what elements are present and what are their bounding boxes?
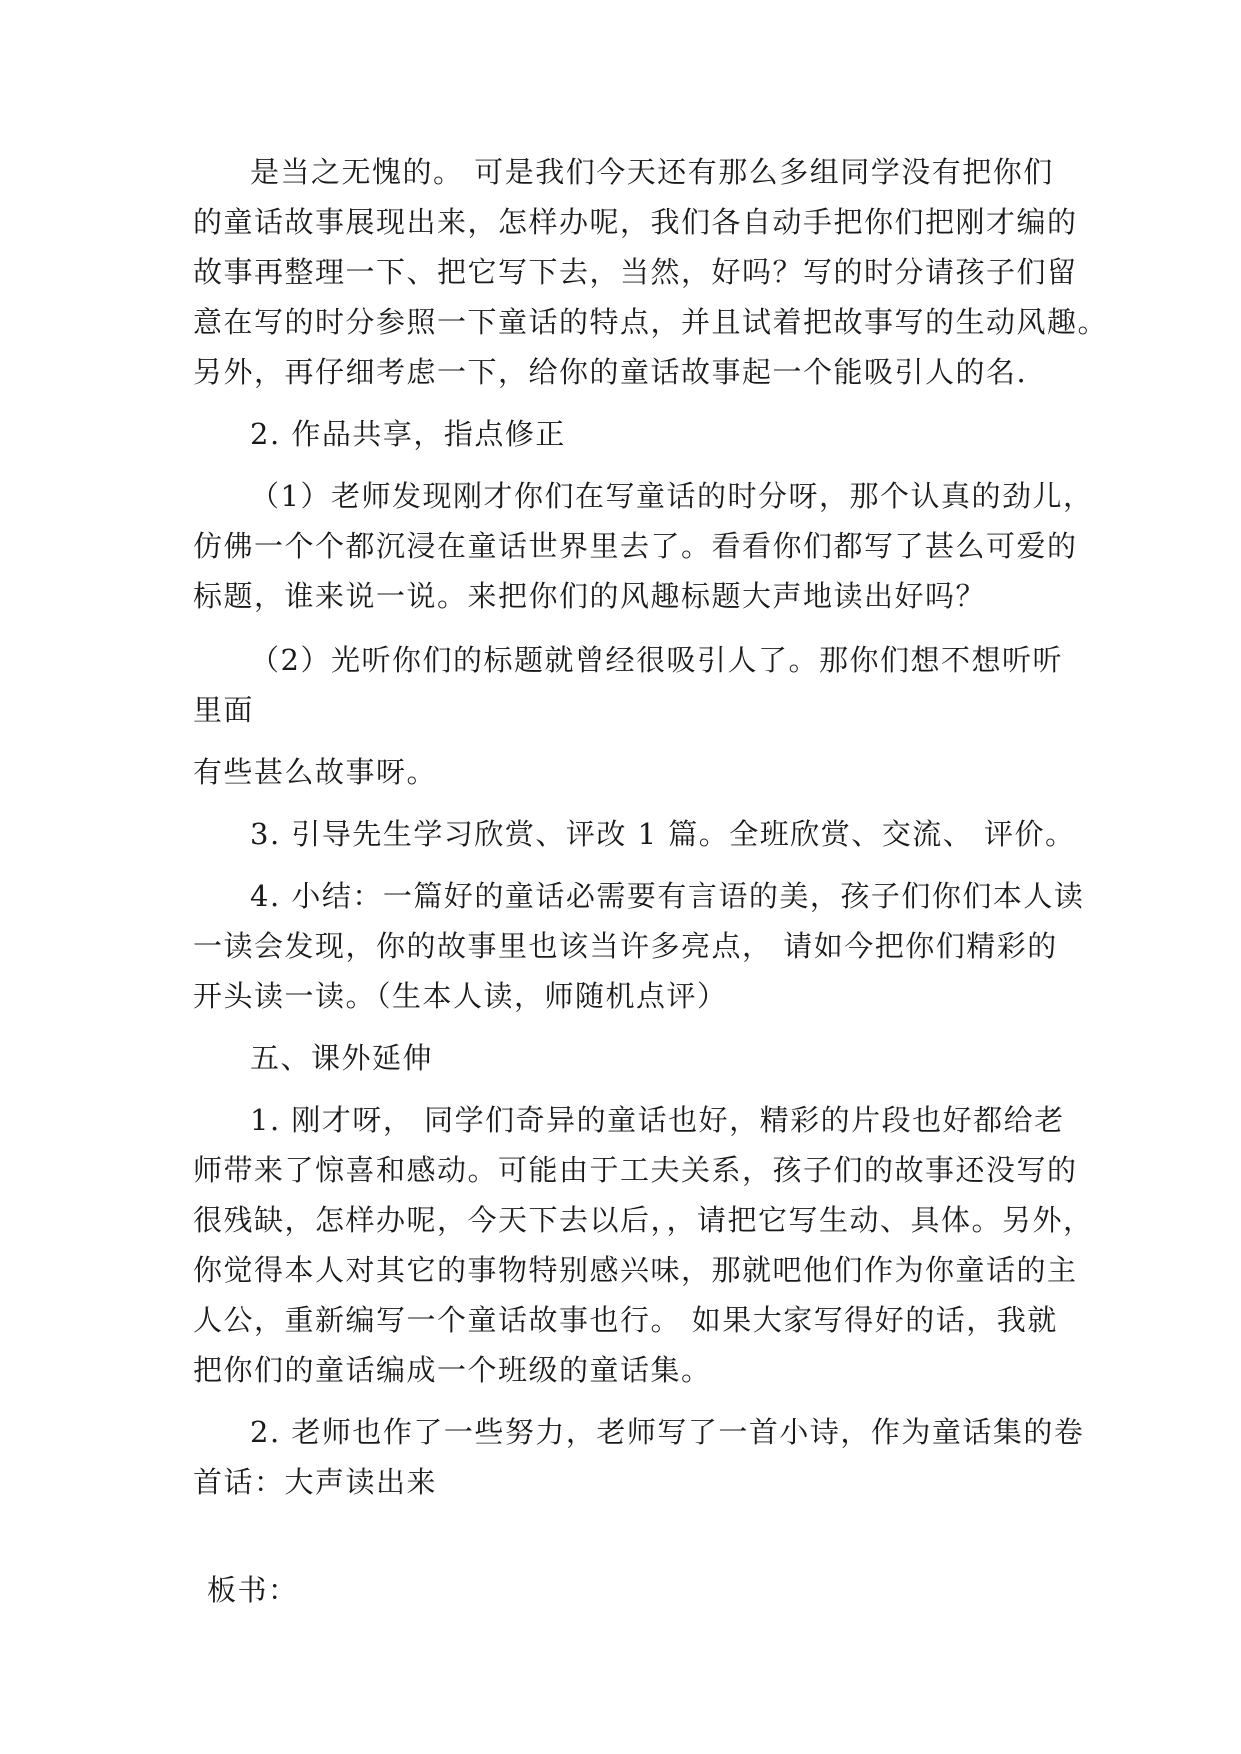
text-line: 4. 小结：一篇好的童话必需要有言语的美，孩子们你们本人读	[250, 879, 1085, 913]
text-line: 仿佛一个个都沉浸在童话世界里去了。看看你们都写了甚么可爱的	[193, 529, 1078, 563]
text-line: 有些甚么故事呀。	[193, 755, 438, 789]
text-line: 首话：大声读出来	[193, 1465, 438, 1499]
text-line: 意在写的时分参照一下童话的特点，并且试着把故事写的生动风趣。	[193, 305, 1109, 339]
text-line: （1）老师发现刚才你们在写童话的时分呀，那个认真的劲儿，	[250, 479, 1094, 513]
text-line: 的童话故事展现出来，怎样办呢，我们各自动手把你们把刚才编的	[193, 205, 1078, 239]
text-line: 人公，重新编写一个童话故事也行。 如果大家写得好的话，我就	[193, 1303, 1058, 1337]
text-line: 很残缺，怎样办呢，今天下去以后，，请把它写生动、具体。另外，	[193, 1203, 1094, 1237]
text-line: 3. 引导先生学习欣赏、评改 1 篇。全班欣赏、交流、 评价。	[250, 817, 1076, 851]
text-line: 你觉得本人对其它的事物特别感兴味，那就吧他们作为你童话的主	[193, 1253, 1078, 1287]
text-line: 故事再整理一下、把它写下去，当然，好吗？写的时分请孩子们留	[193, 255, 1078, 289]
text-line: 1. 刚才呀， 同学们奇异的童话也好，精彩的片段也好都给老	[250, 1103, 1065, 1137]
text-line: 板书：	[207, 1573, 299, 1607]
text-line: 师带来了惊喜和感动。可能由于工夫关系，孩子们的故事还没写的	[193, 1153, 1078, 1187]
text-line: 2. 老师也作了一些努力，老师写了一首小诗，作为童话集的卷	[250, 1415, 1085, 1449]
text-line: 2. 作品共享，指点修正	[250, 417, 566, 451]
text-line: 五、课外延伸	[250, 1041, 434, 1075]
text-line: 是当之无愧的。 可是我们今天还有那么多组同学没有把你们	[250, 155, 1054, 189]
text-line: 开头读一读。（生本人读，师随机点评）	[193, 979, 728, 1013]
text-line: 一读会发现，你的故事里也该当许多亮点， 请如今把你们精彩的	[193, 929, 1058, 963]
text-line: 把你们的童话编成一个班级的童话集。	[193, 1353, 712, 1387]
text-line: 里面	[193, 693, 255, 727]
text-line: （2）光听你们的标题就曾经很吸引人了。那你们想不想听听	[250, 643, 1063, 677]
text-line: 另外，再仔细考虑一下，给你的童话故事起一个能吸引人的名.	[193, 355, 1028, 389]
text-line: 标题，谁来说一说。来把你们的风趣标题大声地读出好吗？	[193, 579, 987, 613]
